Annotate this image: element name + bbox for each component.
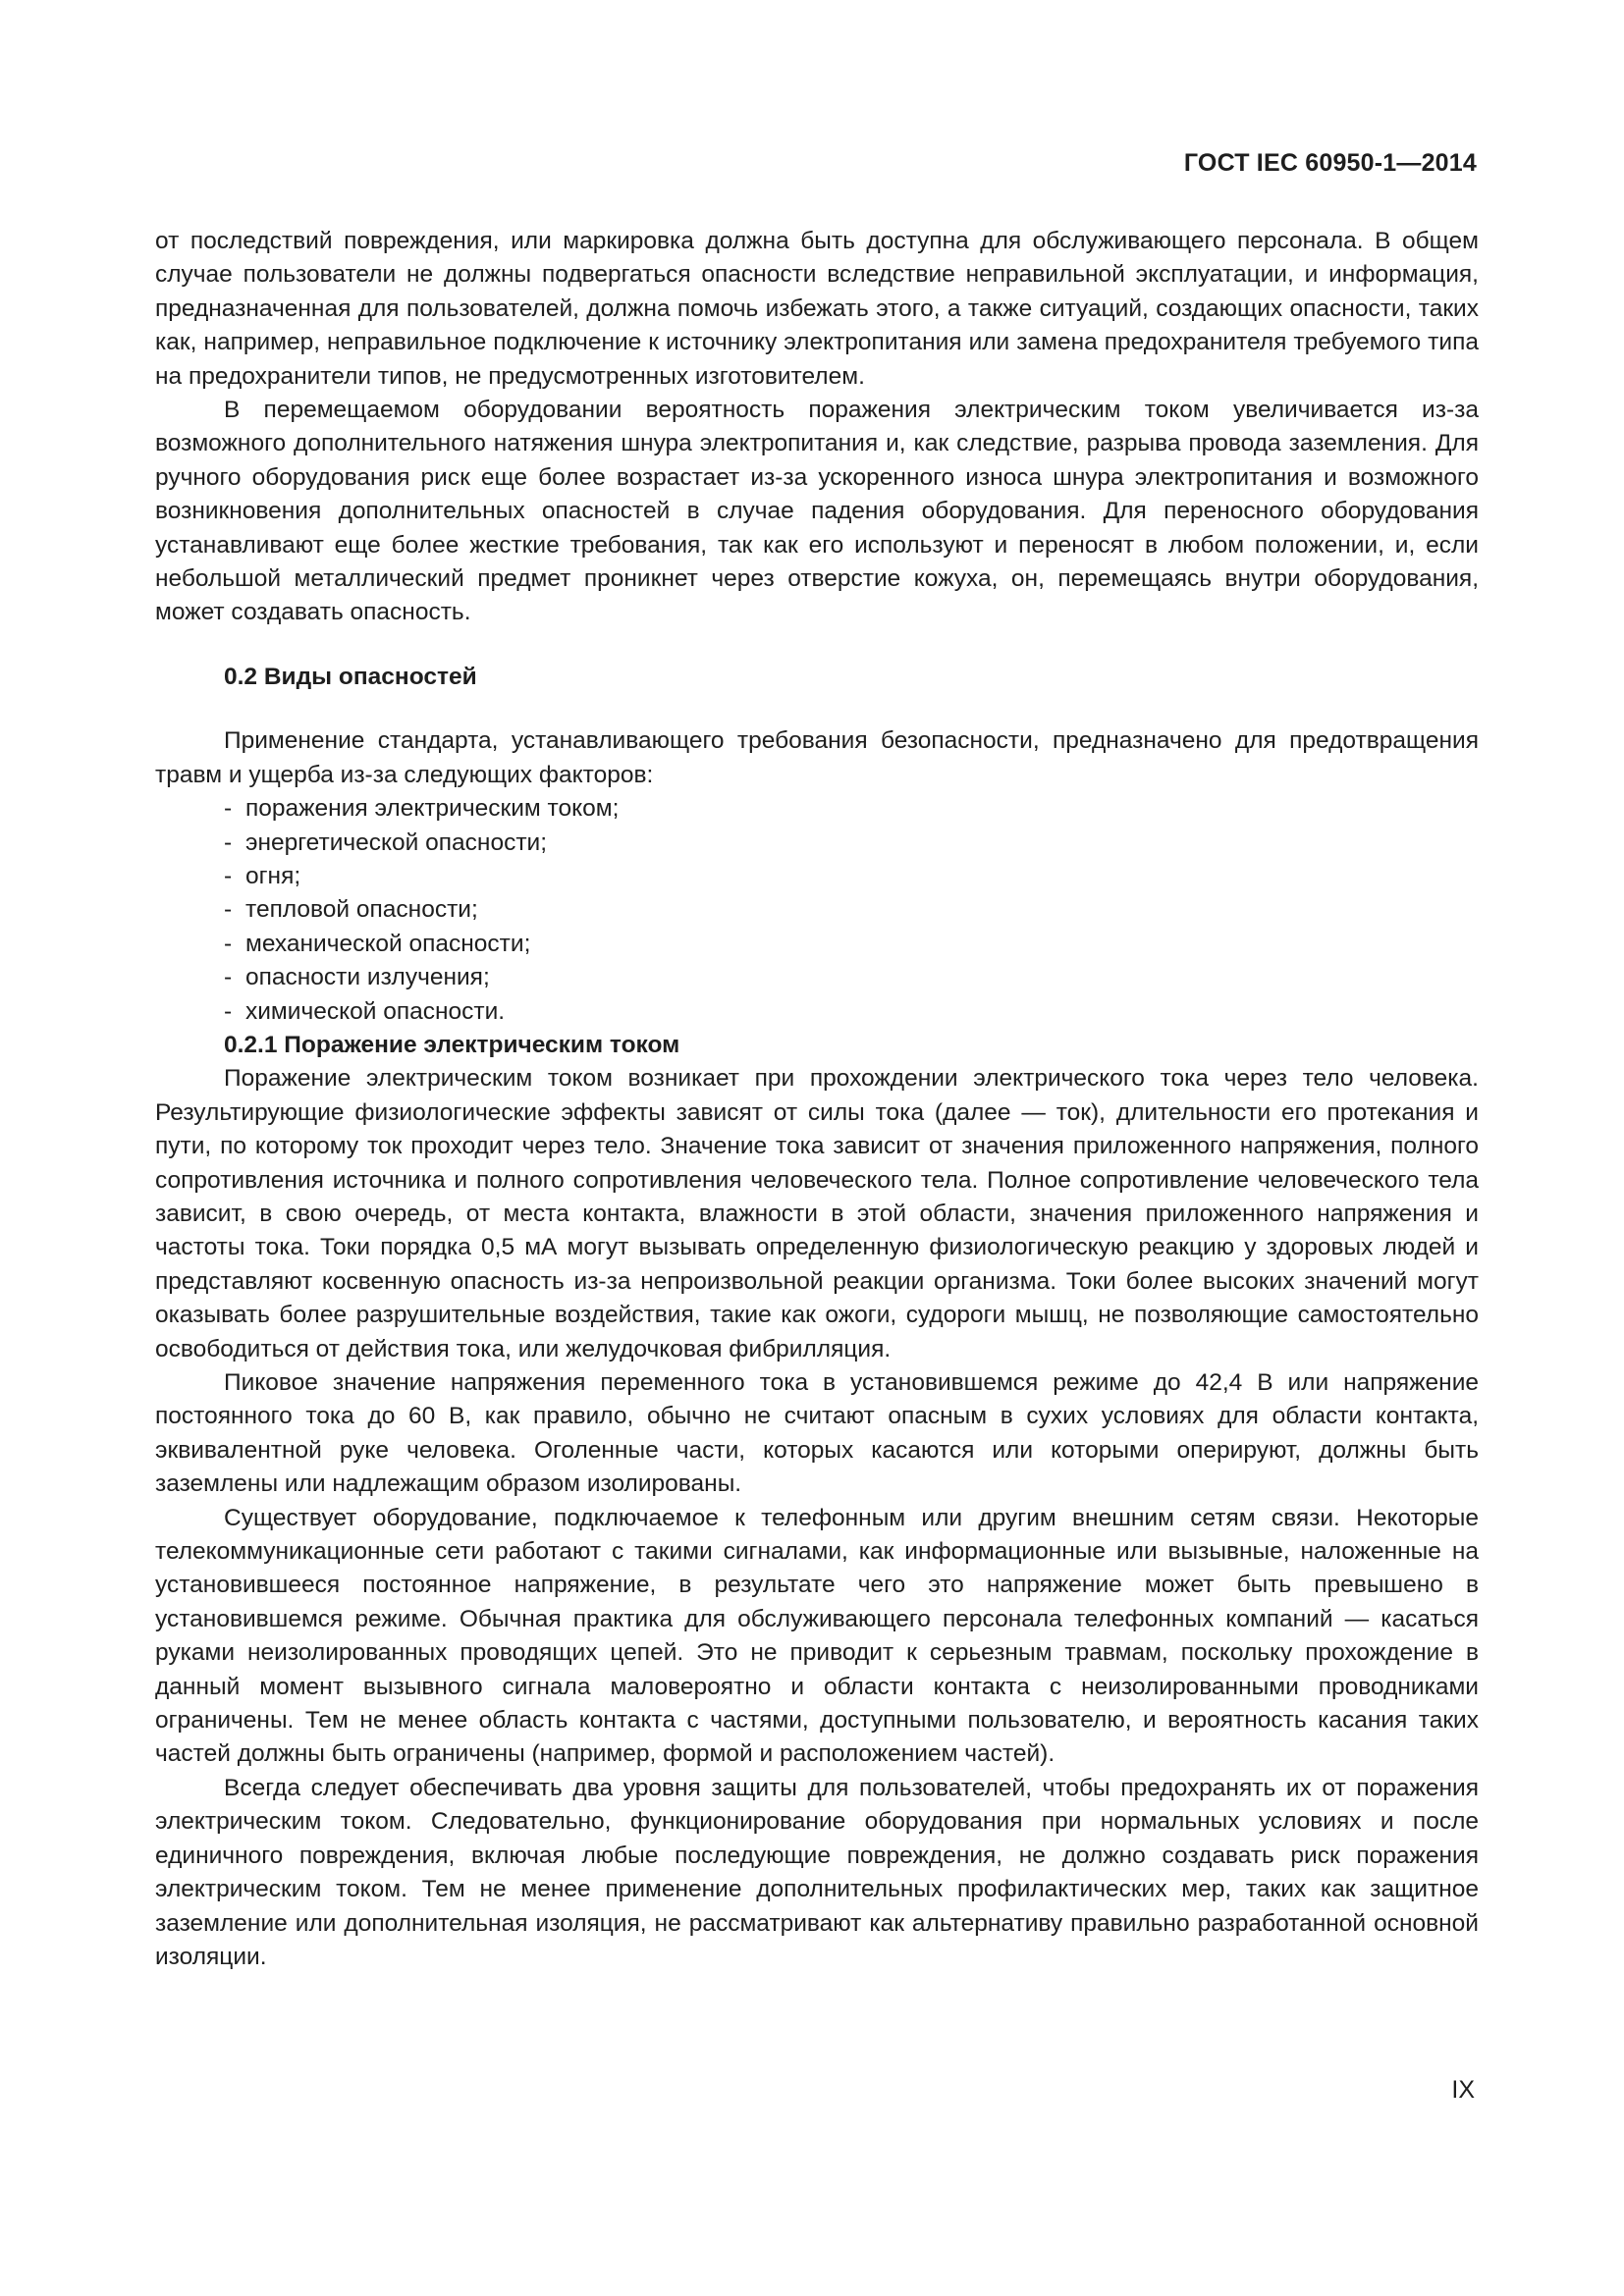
document-code: ГОСТ IEC 60950-1—2014 xyxy=(1183,149,1477,177)
list-item: - огня; xyxy=(224,860,1479,893)
paragraph-protection-levels: Всегда следует обеспечивать два уровня защиты для пользователей, чтобы предохранять их от поражения электрическим током. Следовательно, функционирование оборудования при нормальных условиях и после единичного повреждения, включая любые последующие повреждения, не должно создавать риск поражения электрическим током. Тем не менее применение дополнительных профилактических мер, таких как защитное заземление или дополнительная изоляция, не рассматривают как альтернативу правильно разработанной основной изоляции. xyxy=(155,1774,1479,1970)
list-marker: - xyxy=(224,930,233,957)
list-marker: - xyxy=(224,828,233,856)
list-marker: - xyxy=(224,997,233,1025)
list-marker: - xyxy=(224,795,233,823)
list-item: - поражения электрическим током; xyxy=(224,792,1479,826)
page-body xyxy=(155,225,1479,1974)
paragraph-continued: от последствий повреждения, или маркировка должна быть доступна для обслуживающего персонала. В общем случае пользователи не должны подвергаться опасности вследствие неправильной эксплуатации, и информация, предназначенная для пользователей, должна помочь избежать этого, а также ситуаций, создающих опасности, таких как, например, неправильное подключение к источнику электропитания или замена предохранителя требуемого типа на предохранители типов, не предусмотренных изготовителем. xyxy=(155,228,1479,390)
page-number: IX xyxy=(1451,2076,1475,2104)
paragraph-voltage-limits: Пиковое значение напряжения переменного тока в установившемся режиме до 42,4 В или напряжение постоянного тока до 60 В, как правило, обычно не считают опасным в сухих условиях для области контакта, эквивалентной руке человека. Оголенные части, которых касаются или которыми оперируют, должны быть заземлены или надлежащим образом изолированы. xyxy=(155,1369,1479,1498)
paragraph-hazards-intro: Применение стандарта, устанавливающего требования безопасности, предназначено для предотвращения травм и ущерба из-за следующих факторов: xyxy=(155,727,1479,788)
section-heading-0-2-1: 0.2.1 Поражение электрическим током xyxy=(224,1031,680,1058)
list-item: - тепловой опасности; xyxy=(224,893,1479,927)
list-item: - энергетической опасности; xyxy=(224,827,1479,860)
list-item: - механической опасности; xyxy=(224,928,1479,961)
list-item: - химической опасности. xyxy=(224,995,1479,1029)
paragraph-portable-equipment: В перемещаемом оборудовании вероятность поражения электрическим током увеличивается из-за возможного дополнительного натяжения шнура электропитания и, как следствие, разрыва провода заземления. Для ручного оборудования риск еще более возрастает из-за ускоренного износа шнура электропитания и возможного возникновения дополнительных опасностей в случае падения оборудования. Для переносного оборудования устанавливают еще более жесткие требования, так как его используют и переносят в любом положении, и, если небольшой металлический предмет проникнет через отверстие кожуха, он, перемещаясь внутри оборудования, может создавать опасность. xyxy=(155,397,1479,626)
paragraph-electric-shock: Поражение электрическим током возникает при прохождении электрического тока через тело человека. Результирующие физиологические эффекты зависят от силы тока (далее — ток), длительности его протекания и пути, по которому ток проходит через тело. Значение тока зависит от значения приложенного напряжения, полного сопротивления источника и полного сопротивления человеческого тела. Полное сопротивление человеческого тела зависит, в свою очередь, от места контакта, влажности в этой области, значения приложенного напряжения и частоты тока. Токи порядка 0,5 мА могут вызывать определенную физиологическую реакцию у здоровых людей и представляют косвенную опасность из-за непроизвольной реакции организма. Токи более высоких значений могут оказывать более разрушительные воздействия, такие как ожоги, судороги мышц, не позволяющие самостоятельно освободиться от действия тока, или желудочковая фибрилляция. xyxy=(155,1065,1479,1362)
section-heading-0-2: 0.2 Виды опасностей xyxy=(224,663,477,690)
list-marker: - xyxy=(224,862,233,889)
list-item: - опасности излучения; xyxy=(224,961,1479,994)
list-marker: - xyxy=(224,964,233,991)
paragraph-telecom-networks: Существует оборудование, подключаемое к телефонным или другим внешним сетям связи. Некоторые телекоммуникационные сети работают с такими сигналами, как информационные или вызывные, наложенные на установившееся постоянное напряжение, в результате чего это напряжение может быть превышено в установившемся режиме. Обычная практика для обслуживающего персонала телефонных компаний — касаться руками неизолированных проводящих цепей. Это не приводит к серьезным травмам, поскольку прохождение в данный момент вызывного сигнала маловероятно и области контакта с неизолированными проводниками ограничены. Тем не менее область контакта с частями, доступными пользователю, и вероятность касания таких частей должны быть ограничены (например, формой и расположением частей). xyxy=(155,1504,1479,1768)
list-marker: - xyxy=(224,896,233,924)
hazard-list xyxy=(155,792,1479,1029)
